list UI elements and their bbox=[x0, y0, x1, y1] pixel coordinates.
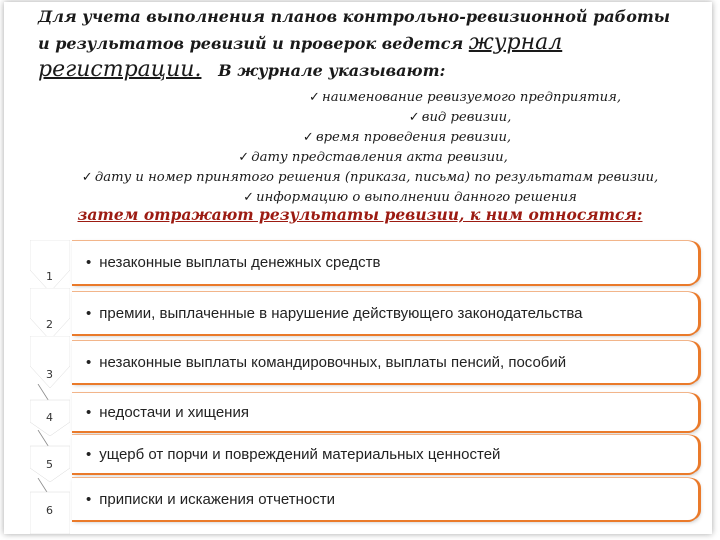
result-item-text: незаконные выплаты денежных средств bbox=[99, 254, 381, 271]
checklist-item-text: время проведения ревизии, bbox=[315, 130, 512, 145]
item-number: 4 bbox=[46, 411, 53, 424]
bullet-icon: • bbox=[86, 254, 92, 271]
bullet-icon: • bbox=[86, 490, 92, 508]
chevron-marker-4 bbox=[30, 384, 70, 436]
check-icon: ✓ bbox=[308, 90, 321, 105]
check-icon: ✓ bbox=[302, 130, 314, 145]
result-item-5 bbox=[72, 435, 698, 473]
registration-word: регистрации. bbox=[38, 57, 202, 82]
chevron-marker-2 bbox=[30, 288, 70, 340]
item-number: 1 bbox=[46, 270, 53, 283]
item-number: 5 bbox=[46, 458, 53, 471]
chevron-marker-1 bbox=[30, 240, 70, 292]
checklist-item-text: наименование ревизуемого предприятия, bbox=[322, 90, 622, 105]
intro-line-1: Для учета выполнения планов контрольно-ревизионной работы bbox=[38, 7, 671, 26]
result-item-text: ущерб от порчи и повреждений материальных ценностей bbox=[99, 445, 501, 463]
item-number: 2 bbox=[46, 318, 53, 331]
bullet-icon: • bbox=[86, 353, 92, 371]
result-item-1 bbox=[72, 241, 698, 284]
result-item-text: приписки и искажения отчетности bbox=[99, 490, 335, 508]
result-item-6 bbox=[72, 478, 698, 520]
item-number: 3 bbox=[46, 368, 53, 381]
checklist-item-text: вид ревизии, bbox=[421, 110, 512, 125]
bullet-icon: • bbox=[86, 403, 92, 421]
checklist-item-text: дату представления акта ревизии, bbox=[251, 150, 508, 165]
journal-contents-lead: В журнале указывают: bbox=[218, 61, 446, 80]
result-item-2 bbox=[72, 292, 698, 334]
check-icon: ✓ bbox=[238, 150, 250, 165]
result-item-text: премии, выплаченные в нарушение действующего законодательства bbox=[99, 304, 583, 322]
results-heading: затем отражают результаты ревизии, к ним относятся: bbox=[77, 205, 643, 224]
bullet-icon: • bbox=[86, 445, 92, 463]
result-item-text: недостачи и хищения bbox=[99, 403, 249, 421]
result-item-text: незаконные выплаты командировочных, выплаты пенсий, пособий bbox=[99, 353, 567, 371]
check-icon: ✓ bbox=[408, 110, 420, 125]
journal-word: журнал bbox=[468, 30, 563, 55]
chevron-marker-5 bbox=[30, 430, 70, 482]
checklist-item-text: дату и номер принятого решения (приказа, письма) по результатам ревизии, bbox=[94, 170, 659, 185]
check-icon: ✓ bbox=[243, 190, 255, 205]
result-item-3 bbox=[72, 341, 698, 383]
result-item-4 bbox=[72, 393, 698, 431]
check-icon: ✓ bbox=[81, 170, 93, 185]
bullet-icon: • bbox=[86, 304, 92, 322]
intro-line-2-text: и результатов ревизий и проверок ведется bbox=[38, 34, 469, 53]
checklist-item-text: информацию о выполнении данного решения bbox=[256, 190, 577, 205]
item-number: 6 bbox=[46, 504, 53, 517]
